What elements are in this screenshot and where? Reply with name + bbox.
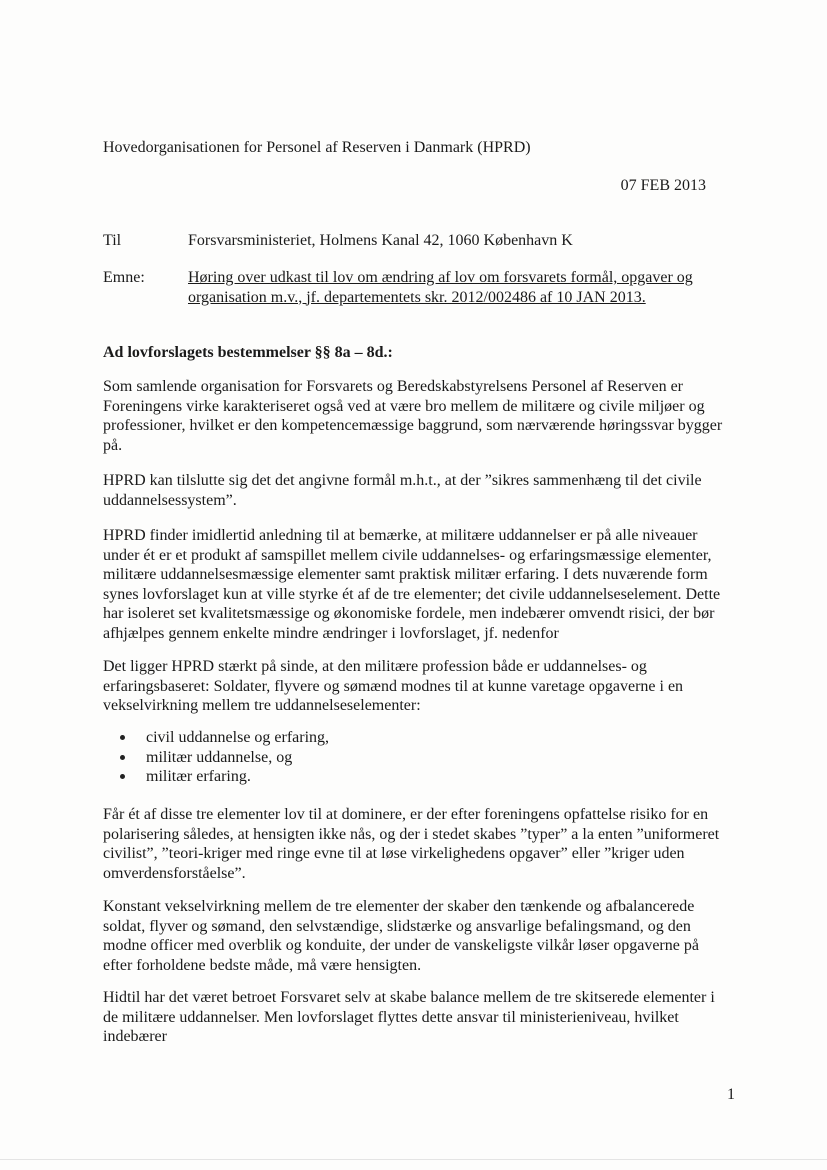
element-list	[118, 728, 329, 787]
organization-name: Hovedorganisationen for Personel af Reserven i Danmark (HPRD)	[103, 139, 531, 156]
paragraph: HPRD kan tilslutte sig det det angivne formål m.h.t., at der ”sikres sammenhæng til det civile uddannelsessystem”.	[103, 472, 702, 509]
paragraph: Får ét af disse tre elementer lov til at dominere, er der efter foreningens opfattelse risiko for en polarisering således, at hensigten ikke nås, og der i stedet skabes ”typer” a la enten ”uniformeret civilist”, ”teori-kriger med ringe evne til at løse virkelighedens opgaver” eller ”kriger uden omverdensforståelse”.	[103, 806, 720, 882]
paragraph: Som samlende organisation for Forsvarets og Beredskabstyrelsens Personel af Reserven er Foreningens virke karakteriseret også ved at være bro mellem de militære og civile miljøer og professioner, hvilket er den kompetencemæssige baggrund, som nærværende høringssvar bygger på.	[103, 378, 723, 454]
list-item: civil uddannelse og erfaring,	[118, 728, 329, 748]
to-recipient: Forsvarsministeriet, Holmens Kanal 42, 1060 København K	[188, 232, 573, 249]
page-number: 1	[727, 1086, 735, 1103]
subject-label: Emne:	[103, 269, 145, 286]
paragraph: Hidtil har det været betroet Forsvaret selv at skabe balance mellem de tre skitserede elementer i de militære uddannelser. Men lovforslaget flyttes dette ansvar til ministerieniveau, hvilket indebærer	[103, 989, 715, 1045]
to-label: Til	[103, 232, 122, 249]
subject-text: Høring over udkast til lov om ændring af lov om forsvarets formål, opgaver og organisation m.v., jf. departementets skr. 2012/002486 af 10 JAN 2013.	[188, 269, 693, 306]
paragraph: Det ligger HPRD stærkt på sinde, at den militære profession både er uddannelses- og erfaringsbaseret: Soldater, flyvere og sømænd modnes til at kunne varetage opgaverne i en vekselvirkning mellem tre uddannelseselementer:	[103, 658, 684, 714]
paragraph: HPRD finder imidlertid anledning til at bemærke, at militære uddannelser er på alle niveauer under ét er et produkt af samspillet mellem civile uddannelses- og erfaringsmæssige elementer, militære uddannelsesmæssige elementer samt praktisk militær erfaring. I dets nuværende form synes lovforslaget kun at ville styrke ét af de tre elementer; det civile uddannelseselement. Dette har isoleret set kvalitetsmæssige og økonomiske fordele, men indebærer omvendt risici, der bør afhjælpes gennem enkelte mindre ændringer i lovforslaget, jf. nedenfor	[103, 527, 721, 642]
list-item: militær uddannelse, og	[118, 748, 329, 768]
section-heading: Ad lovforslagets bestemmelser §§ 8a – 8d.:	[103, 344, 393, 361]
list-item: militær erfaring.	[118, 767, 329, 787]
paragraph: Konstant vekselvirkning mellem de tre elementer der skaber den tænkende og afbalancerede soldat, flyver og sømand, den selvstændige, slidstærke og ansvarlige befalingsmand, og den modne officer med overblik og konduite, der under de vanskeligste vilkår løser opgaverne på efter forholdene bedste måde, må være hensigten.	[103, 898, 699, 974]
page-bottom-edge	[0, 1159, 827, 1160]
document-date: 07 FEB 2013	[620, 177, 706, 194]
